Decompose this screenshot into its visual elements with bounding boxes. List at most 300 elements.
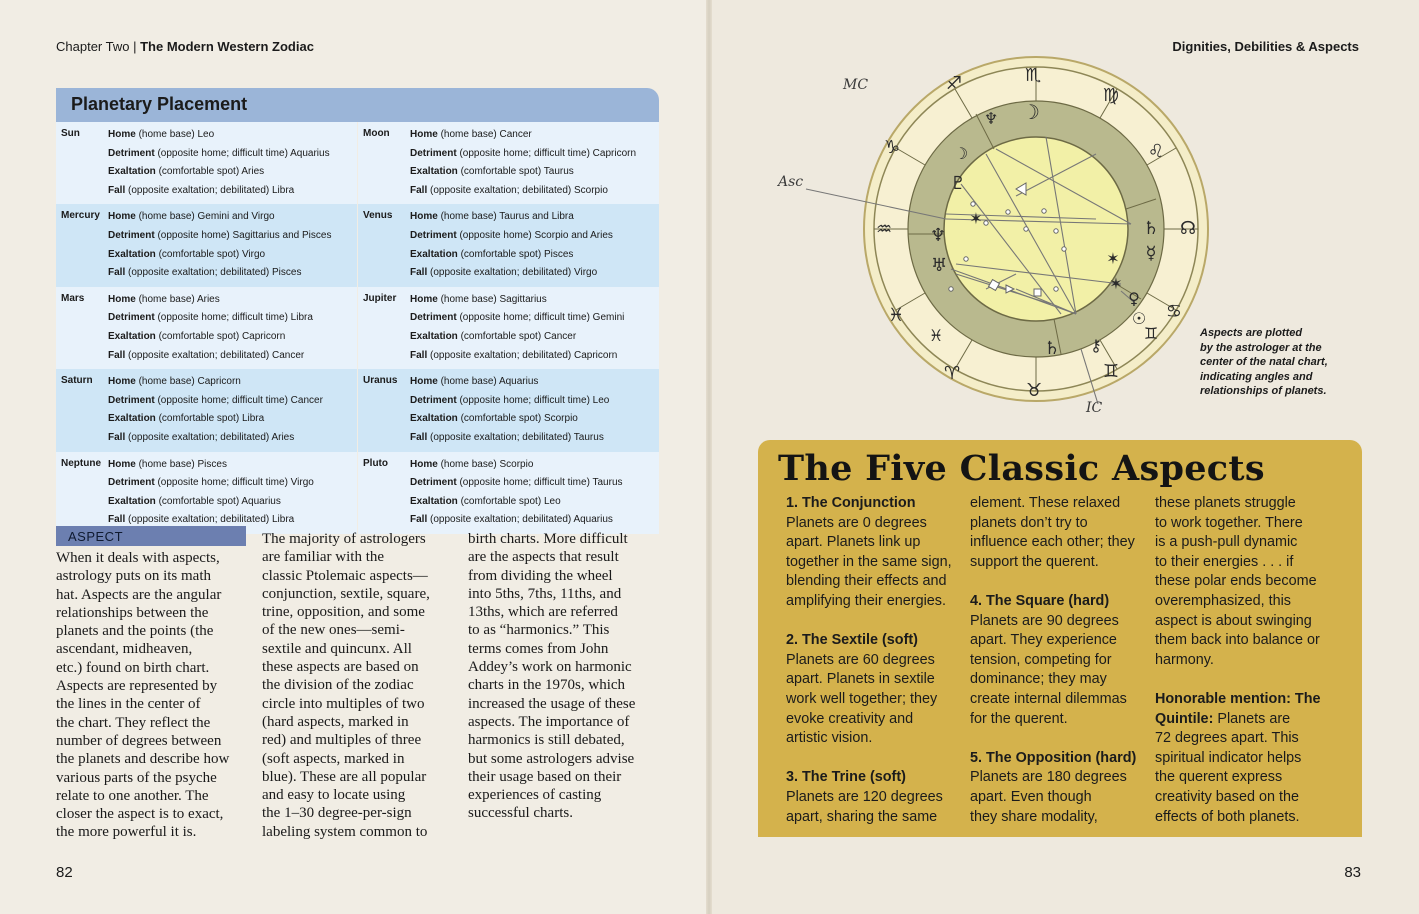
dignity-value: (opposite exaltation; debilitated) Capricorn: [427, 349, 618, 361]
svg-text:♄: ♄: [1043, 338, 1061, 359]
aspect-text-line: support the querent.: [970, 553, 1099, 570]
placement-cell: [56, 452, 357, 534]
dignity-detriment: [410, 309, 659, 328]
body-text-line: planets and the points (the: [56, 623, 214, 640]
dignity-label: Exaltation: [410, 495, 458, 507]
planet-name: Sun: [61, 128, 80, 139]
dignity-label: Home: [410, 211, 438, 223]
aspect-text-line: Planets are 180 degrees: [970, 769, 1127, 786]
dignity-label: Home: [108, 211, 136, 223]
section-running-head: Dignities, Debilities & Aspects: [1172, 39, 1359, 54]
dignity-label: Exaltation: [108, 495, 156, 507]
dignity-home: [108, 126, 357, 145]
dignity-detriment: [410, 145, 659, 164]
dignity-value: (opposite exaltation; debilitated) Libra: [125, 514, 295, 526]
planet-name: Pluto: [363, 457, 388, 469]
svg-text:♈: ♈: [943, 363, 961, 384]
aspect-text-line: to work together. There: [1155, 514, 1303, 531]
aspect-text-line: they share modality,: [970, 808, 1098, 825]
aspect-heading-text: 4. The Square (hard): [970, 592, 1110, 609]
aspect-text-line: the querent express: [1155, 769, 1283, 786]
body-text-line: birth charts. More difficult: [468, 531, 628, 547]
dignity-value: (home base) Aries: [135, 293, 220, 305]
five-classic-aspects-box: [758, 440, 1362, 837]
placement-cell: [358, 122, 659, 204]
svg-text:♌: ♌: [1147, 141, 1165, 162]
body-text-line: harmonics is still debated,: [468, 732, 625, 749]
dignity-exaltation: [108, 163, 357, 182]
dignity-value: (opposite exaltation; debilitated) Scorpio: [427, 184, 608, 196]
aspect-text-line: aspect is about swinging: [1155, 612, 1312, 629]
chapter-running-head: [56, 39, 314, 54]
dignity-fall: [410, 347, 659, 366]
aspect-text-line: apart, sharing the same: [786, 808, 938, 825]
dignity-label: Fall: [108, 184, 126, 196]
dignity-home: [108, 373, 357, 392]
dignity-detriment: [410, 227, 659, 246]
dignity-detriment: [108, 145, 357, 164]
dignity-value: (comfortable spot) Aries: [155, 166, 265, 178]
aspect-text-line: tension, competing for: [970, 651, 1112, 668]
dignity-home: [108, 456, 357, 475]
paragraph-gap: [970, 572, 1148, 592]
dignity-label: Detriment: [108, 229, 155, 241]
dignity-home: [108, 291, 357, 310]
aspect-text-line: creativity based on the: [1155, 788, 1299, 805]
dignity-home: [410, 291, 659, 310]
paragraph-gap: [1155, 670, 1333, 690]
dignity-value: (opposite exaltation; debilitated) Pisces: [125, 267, 302, 279]
dignity-value: (opposite exaltation; debilitated) Aquarius: [427, 514, 613, 526]
body-text-line: number of degrees between: [56, 732, 222, 749]
aspect-heading-text: 1. The Conjunction: [786, 495, 916, 511]
aspects-column-3: [1155, 494, 1333, 827]
aspects-column-1: [786, 494, 964, 827]
dignity-label: Fall: [410, 267, 428, 279]
dignity-value: (comfortable spot) Virgo: [155, 248, 266, 260]
svg-text:☉: ☉: [1131, 309, 1147, 328]
svg-text:☊: ☊: [1180, 218, 1196, 239]
dignity-label: Fall: [108, 514, 126, 526]
body-text-line: the more powerful it is.: [56, 824, 197, 841]
svg-text:☽: ☽: [953, 144, 969, 163]
dignity-value: (comfortable spot) Leo: [457, 495, 561, 507]
dignity-exaltation: [108, 328, 357, 347]
dignity-fall: [410, 264, 659, 283]
body-text-line: conjunction, sextile, square,: [262, 585, 430, 602]
svg-text:✶: ✶: [1109, 274, 1123, 293]
dignity-value: (comfortable spot) Taurus: [457, 166, 574, 178]
dignity-label: Exaltation: [410, 248, 458, 260]
dignity-home: [410, 208, 659, 227]
dignity-value: (opposite home; difficult time) Aquarius: [154, 147, 330, 159]
aspect-heading: [970, 749, 1148, 769]
aspect-text-line: planets don’t try to: [970, 514, 1088, 531]
aspect-text-line: evoke creativity and: [786, 710, 914, 727]
mc-label: MC: [843, 77, 869, 93]
dignity-value: (opposite exaltation; debilitated) Virgo: [427, 267, 598, 279]
dignity-fall: [410, 182, 659, 201]
aspect-text-line: artistic vision.: [786, 730, 873, 747]
svg-text:☿: ☿: [1145, 243, 1157, 264]
aspect-text-line: Planets are 90 degrees: [970, 612, 1119, 629]
dignity-exaltation: [108, 410, 357, 429]
dignity-detriment: [108, 474, 357, 493]
placement-grid: [56, 122, 659, 534]
dignity-label: Exaltation: [410, 166, 458, 178]
planet-name: Jupiter: [363, 292, 397, 304]
planetary-placement-table: [56, 88, 659, 526]
body-text-line: hat. Aspects are the angular: [56, 586, 222, 603]
dignity-exaltation: [410, 493, 659, 512]
body-text-line: their usage based on their: [468, 768, 622, 785]
svg-text:♐: ♐: [945, 73, 963, 94]
dignity-exaltation: [410, 163, 659, 182]
body-text-line: the chart. They reflect the: [56, 714, 211, 731]
aspect-heading-text: 2. The Sextile (soft): [786, 632, 918, 649]
body-text-line: red) and multiples of three: [262, 732, 422, 749]
dignity-value: (opposite home; difficult time) Gemini: [456, 312, 625, 324]
dignity-value: (home base) Aquarius: [437, 376, 539, 388]
aspect-text-line: effects of both planets.: [1155, 808, 1300, 825]
dignity-label: Detriment: [410, 477, 457, 489]
dignity-label: Detriment: [108, 312, 155, 324]
table-title-bar: [56, 88, 659, 122]
dignity-label: Detriment: [410, 147, 457, 159]
aspect-heading-text: Honorable mention: The: [1155, 690, 1321, 707]
body-column-3: [468, 530, 653, 823]
asc-label: Asc: [778, 174, 804, 190]
aspect-heading: [786, 494, 964, 514]
planet-name: Mars: [61, 292, 85, 304]
body-text-line: Addey’s work on harmonic: [468, 659, 632, 676]
dignity-label: Home: [410, 458, 438, 470]
dignity-detriment: [410, 474, 659, 493]
dignity-value: (opposite home; difficult time) Cancer: [154, 394, 323, 406]
svg-text:♇: ♇: [949, 173, 967, 194]
aspect-text-line: harmony.: [1155, 651, 1214, 668]
svg-text:♀: ♀: [1128, 289, 1140, 308]
aspect-text-line: to their energies . . . if: [1155, 553, 1294, 570]
body-column-2: [262, 530, 447, 841]
svg-text:⚷: ⚷: [1090, 336, 1102, 355]
body-text-line: the lines in the center of: [56, 696, 201, 713]
dignity-label: Exaltation: [410, 413, 458, 425]
dignity-label: Exaltation: [108, 330, 156, 342]
aspect-text-line: blending their effects and: [786, 573, 947, 590]
body-text-line: aspects. The importance of: [468, 713, 630, 730]
dignity-home: [108, 208, 357, 227]
paragraph-gap: [970, 729, 1148, 749]
body-text-line: the 1–30 degree-per-sign: [262, 805, 412, 822]
dignity-label: Home: [108, 293, 136, 305]
body-text-line: relationships between the: [56, 604, 209, 621]
dignity-label: Fall: [410, 431, 428, 443]
dignity-label: Detriment: [410, 229, 457, 241]
aspect-heading: [1155, 690, 1333, 710]
body-text-line: and easy to locate using: [262, 787, 406, 804]
dignity-value: (home base) Cancer: [437, 129, 532, 140]
body-text-line: the planets and describe how: [56, 751, 230, 768]
caption-line: by the astrologer at the: [1200, 341, 1322, 354]
svg-text:♋: ♋: [1165, 301, 1183, 322]
aspect-heading: [786, 768, 964, 788]
paragraph-gap: [786, 749, 964, 769]
aspect-text-line: is a push-pull dynamic: [1155, 534, 1298, 551]
body-text-line: trine, opposition, and some: [262, 604, 425, 621]
dignity-label: Home: [410, 129, 438, 140]
dignity-value: (opposite home; difficult time) Virgo: [154, 477, 314, 489]
dignity-value: (opposite home; difficult time) Taurus: [456, 477, 623, 489]
body-text-line: relate to one another. The: [56, 787, 209, 804]
dignity-value: (home base) Sagittarius: [437, 293, 547, 305]
caption-line: indicating angles and: [1200, 370, 1313, 383]
body-text-line: etc.) found on birth chart.: [56, 659, 210, 676]
placement-cell: [358, 369, 659, 451]
body-text-line: (soft aspects, marked in: [262, 750, 405, 767]
caption-line: Aspects are plotted: [1200, 327, 1303, 339]
dignity-label: Home: [410, 293, 438, 305]
dignity-exaltation: [108, 493, 357, 512]
body-text-line: astrology puts on its math: [56, 568, 211, 585]
svg-text:♍: ♍: [1102, 85, 1120, 106]
body-text-line: charts in the 1970s, which: [468, 677, 626, 694]
body-text-line: are the aspects that result: [468, 549, 619, 566]
body-text-line: but some astrologers advise: [468, 750, 635, 767]
body-text-line: closer the aspect is to exact,: [56, 806, 224, 823]
caption-line: center of the natal chart,: [1200, 356, 1328, 368]
aspect-text-line: Planets are 120 degrees: [786, 788, 943, 805]
body-text-line: various parts of the psyche: [56, 769, 217, 786]
aspects-column-2: [970, 494, 1148, 827]
dignity-value: (home base) Pisces: [135, 458, 227, 470]
page-number-left: 82: [56, 864, 73, 881]
dignity-label: Detriment: [410, 394, 457, 406]
dignity-fall: [410, 511, 659, 530]
svg-text:♏: ♏: [1024, 65, 1042, 86]
body-text-line: these aspects are based on: [262, 659, 419, 676]
body-text-line: sextile and quincunx. All: [262, 640, 412, 657]
planet-name: Neptune: [61, 457, 101, 469]
aspect-text-line: overemphasized, this: [1155, 592, 1291, 609]
dignity-label: Detriment: [108, 147, 155, 159]
dignity-label: Exaltation: [108, 413, 156, 425]
planet-name: Venus: [363, 210, 393, 222]
dignity-home: [410, 373, 659, 392]
dignity-label: Detriment: [108, 477, 155, 489]
aspect-text-line: Planets are 60 degrees: [786, 651, 935, 668]
dignity-label: Fall: [108, 267, 126, 279]
svg-text:☽: ☽: [1022, 100, 1040, 124]
dignity-value: (home base) Scorpio: [437, 458, 534, 470]
dignity-value: (opposite home; difficult time) Capricorn: [456, 147, 637, 159]
svg-text:♅: ♅: [930, 255, 948, 276]
dignity-label: Exaltation: [108, 248, 156, 260]
placement-cell: [358, 452, 659, 534]
dignity-value: (home base) Gemini and Virgo: [135, 211, 275, 223]
aspect-text-inline: Planets are: [1213, 710, 1291, 727]
body-text-line: circle into multiples of two: [262, 695, 425, 712]
aspect-text-line: for the querent.: [970, 710, 1068, 727]
svg-text:♆: ♆: [983, 109, 999, 128]
placement-row: [56, 204, 659, 286]
dignity-exaltation: [410, 246, 659, 265]
body-text-line: Aspects are represented by: [56, 678, 218, 695]
placement-row: [56, 122, 659, 204]
planet-name: Saturn: [61, 375, 93, 387]
dignity-value: (comfortable spot) Aquarius: [155, 495, 281, 507]
body-text-line: terms comes from John: [468, 640, 609, 657]
dignity-fall: [108, 264, 357, 283]
body-text-line: blue). These are all popular: [262, 768, 427, 785]
chapter-number: Chapter Two |: [56, 39, 137, 54]
aspect-text-line: them back into balance or: [1155, 632, 1320, 649]
planet-name: Mercury: [61, 210, 100, 222]
dignity-fall: [410, 429, 659, 448]
body-text-line: When it deals with aspects,: [56, 550, 220, 566]
dignity-label: Detriment: [108, 394, 155, 406]
dignity-label: Fall: [108, 431, 126, 443]
body-text-line: The majority of astrologers: [262, 531, 426, 547]
table-title: Planetary Placement: [71, 94, 248, 114]
aspect-text-line: apart. Planets link up: [786, 534, 921, 551]
dignity-value: (comfortable spot) Libra: [155, 413, 265, 425]
dignity-label: Fall: [410, 349, 428, 361]
dignity-value: (opposite exaltation; debilitated) Cancer: [125, 349, 305, 361]
body-text-line: classic Ptolemaic aspects—: [262, 567, 428, 584]
aspect-heading: [786, 631, 964, 651]
chapter-title: The Modern Western Zodiac: [140, 39, 314, 54]
body-column-1: [56, 549, 251, 842]
aspect-text-line: apart. Even though: [970, 788, 1092, 805]
svg-text:♓: ♓: [928, 326, 944, 345]
dignity-value: (opposite exaltation; debilitated) Libra: [125, 184, 295, 196]
placement-cell: [358, 204, 659, 286]
chart-caption: [1200, 326, 1360, 399]
page-number-right: 83: [1344, 864, 1361, 881]
dignity-value: (home base) Leo: [135, 129, 215, 140]
dignity-value: (opposite home) Scorpio and Aries: [456, 229, 613, 241]
placement-cell: [56, 122, 357, 204]
body-text-line: of the new ones—semi-: [262, 622, 405, 639]
body-text-line: labeling system common to: [262, 823, 428, 840]
dignity-exaltation: [108, 246, 357, 265]
dignity-label: Fall: [108, 349, 126, 361]
aspect-text-line: amplifying their energies.: [786, 592, 946, 609]
dignity-detriment: [108, 392, 357, 411]
dignity-label: Home: [410, 376, 438, 388]
dignity-label: Home: [108, 376, 136, 388]
dignity-exaltation: [410, 410, 659, 429]
planet-name: Uranus: [363, 375, 398, 387]
aspects-title: The Five Classic Aspects: [778, 448, 1265, 489]
ic-label: IC: [1086, 400, 1103, 416]
body-text-line: (hard aspects, marked in: [262, 713, 409, 730]
body-text-line: to as “harmonics.” This: [468, 622, 610, 639]
dignity-value: (comfortable spot) Scorpio: [457, 413, 578, 425]
aspect-heading-text: 5. The Opposition (hard): [970, 749, 1137, 766]
book-spine: [706, 0, 712, 914]
placement-cell: [56, 369, 357, 451]
dignity-value: (comfortable spot) Pisces: [457, 248, 574, 260]
body-text-line: increased the usage of these: [468, 695, 636, 712]
placement-cell: [56, 204, 357, 286]
body-text-line: from dividing the wheel: [468, 567, 613, 584]
svg-text:♑: ♑: [883, 137, 901, 158]
svg-text:♓: ♓: [887, 305, 905, 326]
dignity-value: (home base) Capricorn: [135, 376, 241, 388]
body-text-line: experiences of casting: [468, 787, 602, 804]
svg-text:♊: ♊: [1102, 361, 1120, 382]
aspect-text-line: dominance; they may: [970, 671, 1107, 688]
dignity-value: (comfortable spot) Capricorn: [155, 330, 286, 342]
aspect-text-line: these polar ends become: [1155, 573, 1317, 590]
dignity-home: [410, 126, 659, 145]
dignity-detriment: [108, 309, 357, 328]
aspect-heading-text: 3. The Trine (soft): [786, 769, 906, 786]
aspect-heading: [1155, 710, 1333, 730]
aspect-heading: [970, 592, 1148, 612]
dignity-value: (opposite exaltation; debilitated) Aries: [125, 431, 295, 443]
dignity-label: Home: [108, 458, 136, 470]
dignity-value: (comfortable spot) Cancer: [457, 330, 577, 342]
svg-text:♆: ♆: [929, 225, 947, 246]
aspect-heading-text: Quintile:: [1155, 710, 1214, 727]
natal-chart-illustration: [772, 56, 1212, 416]
dignity-exaltation: [410, 328, 659, 347]
aspect-text-line: Planets are 0 degrees: [786, 514, 927, 531]
dignity-label: Exaltation: [410, 330, 458, 342]
placement-row: [56, 369, 659, 451]
dignity-detriment: [108, 227, 357, 246]
svg-text:♉: ♉: [1025, 380, 1043, 401]
aspect-text-line: apart. They experience: [970, 632, 1117, 649]
aspect-text-line: together in the same sign,: [786, 553, 952, 570]
placement-cell: [358, 287, 659, 369]
aspect-text-line: apart. Planets in sextile: [786, 671, 935, 688]
placement-row: [56, 287, 659, 369]
aspect-text-line: 72 degrees apart. This: [1155, 730, 1299, 747]
dignity-label: Home: [108, 129, 136, 140]
planet-name: Moon: [363, 128, 390, 139]
aspect-text-line: influence each other; they: [970, 534, 1135, 551]
aspect-text-line: element. These relaxed: [970, 495, 1121, 511]
caption-line: relationships of planets.: [1200, 385, 1327, 397]
dignity-value: (opposite home; difficult time) Leo: [456, 394, 610, 406]
placement-cell: [56, 287, 357, 369]
paragraph-gap: [786, 612, 964, 632]
body-text-line: ascendant, midheaven,: [56, 641, 193, 658]
dignity-fall: [108, 182, 357, 201]
aspect-text-line: create internal dilemmas: [970, 690, 1127, 707]
dignity-value: (home base) Taurus and Libra: [437, 211, 574, 223]
dignity-home: [410, 456, 659, 475]
natal-chart-wheel: [772, 56, 1212, 416]
body-text-line: are familiar with the: [262, 549, 385, 566]
svg-text:♒: ♒: [875, 219, 893, 240]
dignity-label: Exaltation: [108, 166, 156, 178]
dignity-fall: [108, 429, 357, 448]
svg-text:✶: ✶: [1106, 249, 1120, 268]
dignity-value: (opposite home; difficult time) Libra: [154, 312, 313, 324]
aspect-section-tag: ASPECT: [56, 526, 246, 546]
body-text-line: 13ths, which are referred: [468, 604, 618, 621]
placement-row: [56, 452, 659, 534]
body-text-line: successful charts.: [468, 805, 573, 822]
aspect-text-line: spiritual indicator helps: [1155, 749, 1302, 766]
svg-text:♄: ♄: [1142, 218, 1160, 239]
body-text-line: the division of the zodiac: [262, 677, 414, 694]
